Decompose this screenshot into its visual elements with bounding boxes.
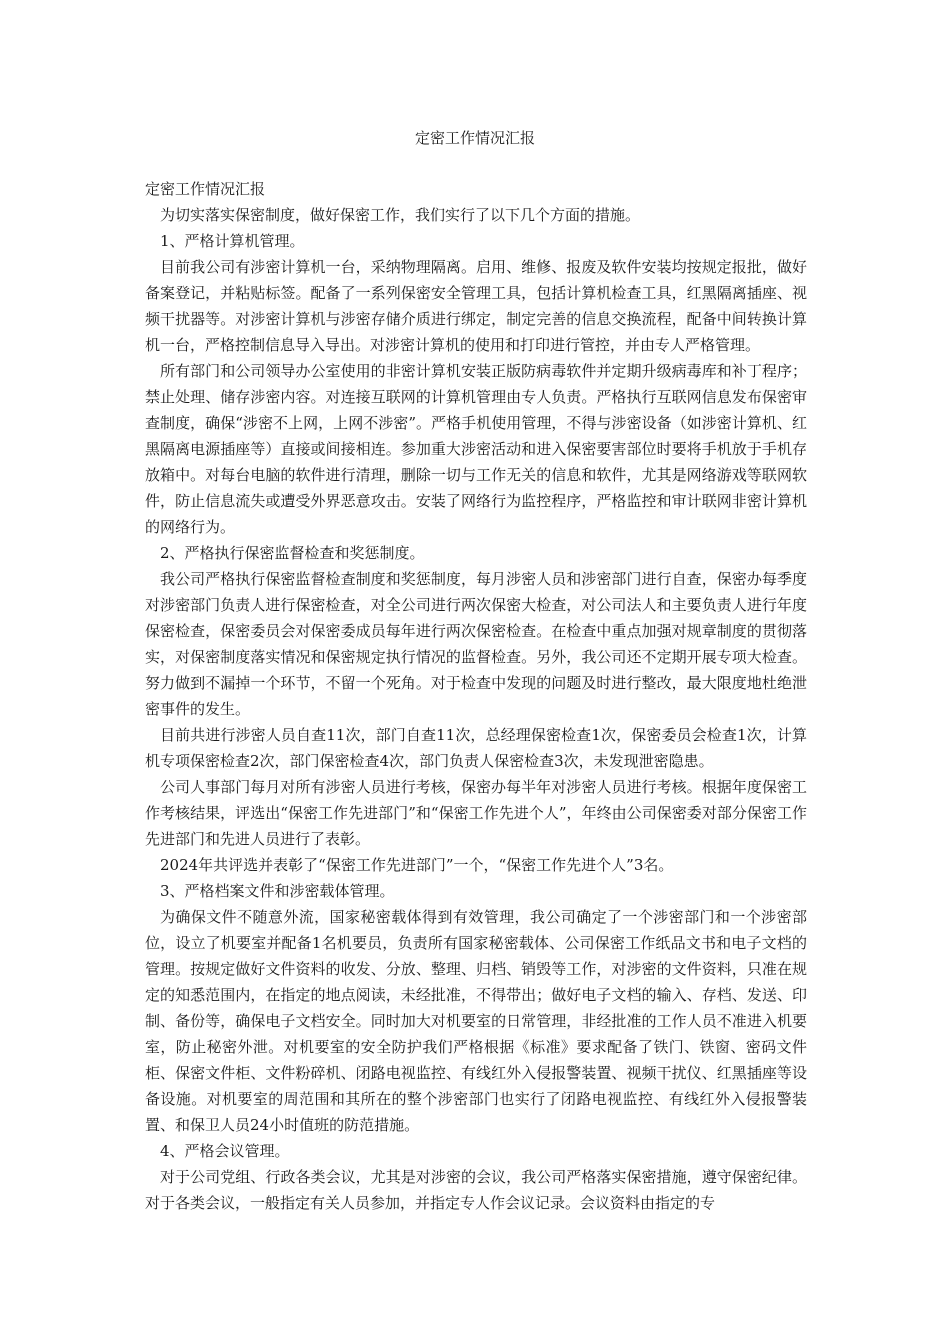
body-paragraph: 对于公司党组、行政各类会议，尤其是对涉密的会议，我公司严格落实保密措施，遵守保密纪律。对于各类会议，一般指定有关人员参加，并指定专人作会议记录。会议资料由指定的专 — [145, 1168, 807, 1212]
document-subtitle: 定密工作情况汇报 — [145, 180, 266, 198]
body-paragraph: 2024年共评选并表彰了“保密工作先进部门”一个，“保密工作先进个人”3名。 — [160, 856, 674, 874]
body-paragraph: 目前共进行涉密人员自查11次，部门自查11次，总经理保密检查1次，保密委员会检查1次，计算机专项保密检查2次，部门保密检查4次，部门负责人保密检查3次，未发现泄密隐患。 — [145, 726, 807, 770]
section-heading-4: 4、严格会议管理。 — [160, 1142, 290, 1160]
section-heading-2: 2、严格执行保密监督检查和奖惩制度。 — [160, 544, 425, 562]
section-heading-1: 1、严格计算机管理。 — [160, 232, 305, 250]
body-paragraph: 我公司严格执行保密监督检查制度和奖惩制度，每月涉密人员和涉密部门进行自查，保密办每季度对涉密部门负责人进行保密检查，对全公司进行两次保密大检查，对公司法人和主要负责人进行年度保密检查，保密委员会对保密委成员每年进行两次保密检查。在检查中重点加强对规章制度的贯彻落实，对保密制度落实情况和保密规定执行情况的监督检查。另外，我公司还不定期开展专项大检查。努力做到不漏掉一个环节，不留一个死角。对于检查中发现的问题及时进行整改，最大限度地杜绝泄密事件的发生。 — [145, 570, 807, 718]
body-paragraph: 为确保文件不随意外流，国家秘密载体得到有效管理，我公司确定了一个涉密部门和一个涉密部位，设立了机要室并配备1名机要员，负责所有国家秘密载体、公司保密工作纸品文书和电子文档的管理。按规定做好文件资料的收发、分放、整理、归档、销毁等工作，对涉密的文件资料，只准在规定的知悉范围内，在指定的地点阅读，未经批准，不得带出；做好电子文档的输入、存档、发送、印制、备份等，确保电子文档安全。同时加大对机要室的日常管理，非经批准的工作人员不准进入机要室，防止秘密外泄。对机要室的安全防护我们严格根据《标准》要求配备了铁门、铁窗、密码文件柜、保密文件柜、文件粉碎机、闭路电视监控、有线红外入侵报警装置、视频干扰仪、红黑插座等设备设施。对机要室的周范围和其所在的整个涉密部门也实行了闭路电视监控、有线红外入侵报警装置、和保卫人员24小时值班的防范措施。 — [145, 908, 807, 1134]
document-body — [145, 176, 807, 1216]
body-paragraph: 所有部门和公司领导办公室使用的非密计算机安装正版防病毒软件并定期升级病毒库和补丁程序；禁止处理、储存涉密内容。对连接互联网的计算机管理由专人负责。严格执行互联网信息发布保密审查制度，确保“涉密不上网，上网不涉密”。严格手机使用管理，不得与涉密设备（如涉密计算机、红黑隔离电源插座等）直接或间接相连。参加重大涉密活动和进入保密要害部位时要将手机放于手机存放箱中。对每台电脑的软件进行清理，删除一切与工作无关的信息和软件，尤其是网络游戏等联网软件，防止信息流失或遭受外界恶意攻击。安装了网络行为监控程序，严格监控和审计联网非密计算机的网络行为。 — [145, 362, 807, 536]
intro-paragraph: 为切实落实保密制度，做好保密工作，我们实行了以下几个方面的措施。 — [160, 206, 641, 224]
document-title: 定密工作情况汇报 — [414, 129, 535, 147]
body-paragraph: 目前我公司有涉密计算机一台，采纳物理隔离。启用、维修、报废及软件安装均按规定报批，做好备案登记，并粘贴标签。配备了一系列保密安全管理工具，包括计算机检查工具，红黑隔离插座、视频干扰器等。对涉密计算机与涉密存储介质进行绑定，制定完善的信息交换流程，配备中间转换计算机一台，严格控制信息导入导出。对涉密计算机的使用和打印进行管控，并由专人严格管理。 — [145, 258, 807, 354]
body-paragraph: 公司人事部门每月对所有涉密人员进行考核，保密办每半年对涉密人员进行考核。根据年度保密工作考核结果，评选出“保密工作先进部门”和“保密工作先进个人”，年终由公司保密委对部分保密工作先进部门和先进人员进行了表彰。 — [145, 778, 807, 848]
section-heading-3: 3、严格档案文件和涉密载体管理。 — [160, 882, 395, 900]
